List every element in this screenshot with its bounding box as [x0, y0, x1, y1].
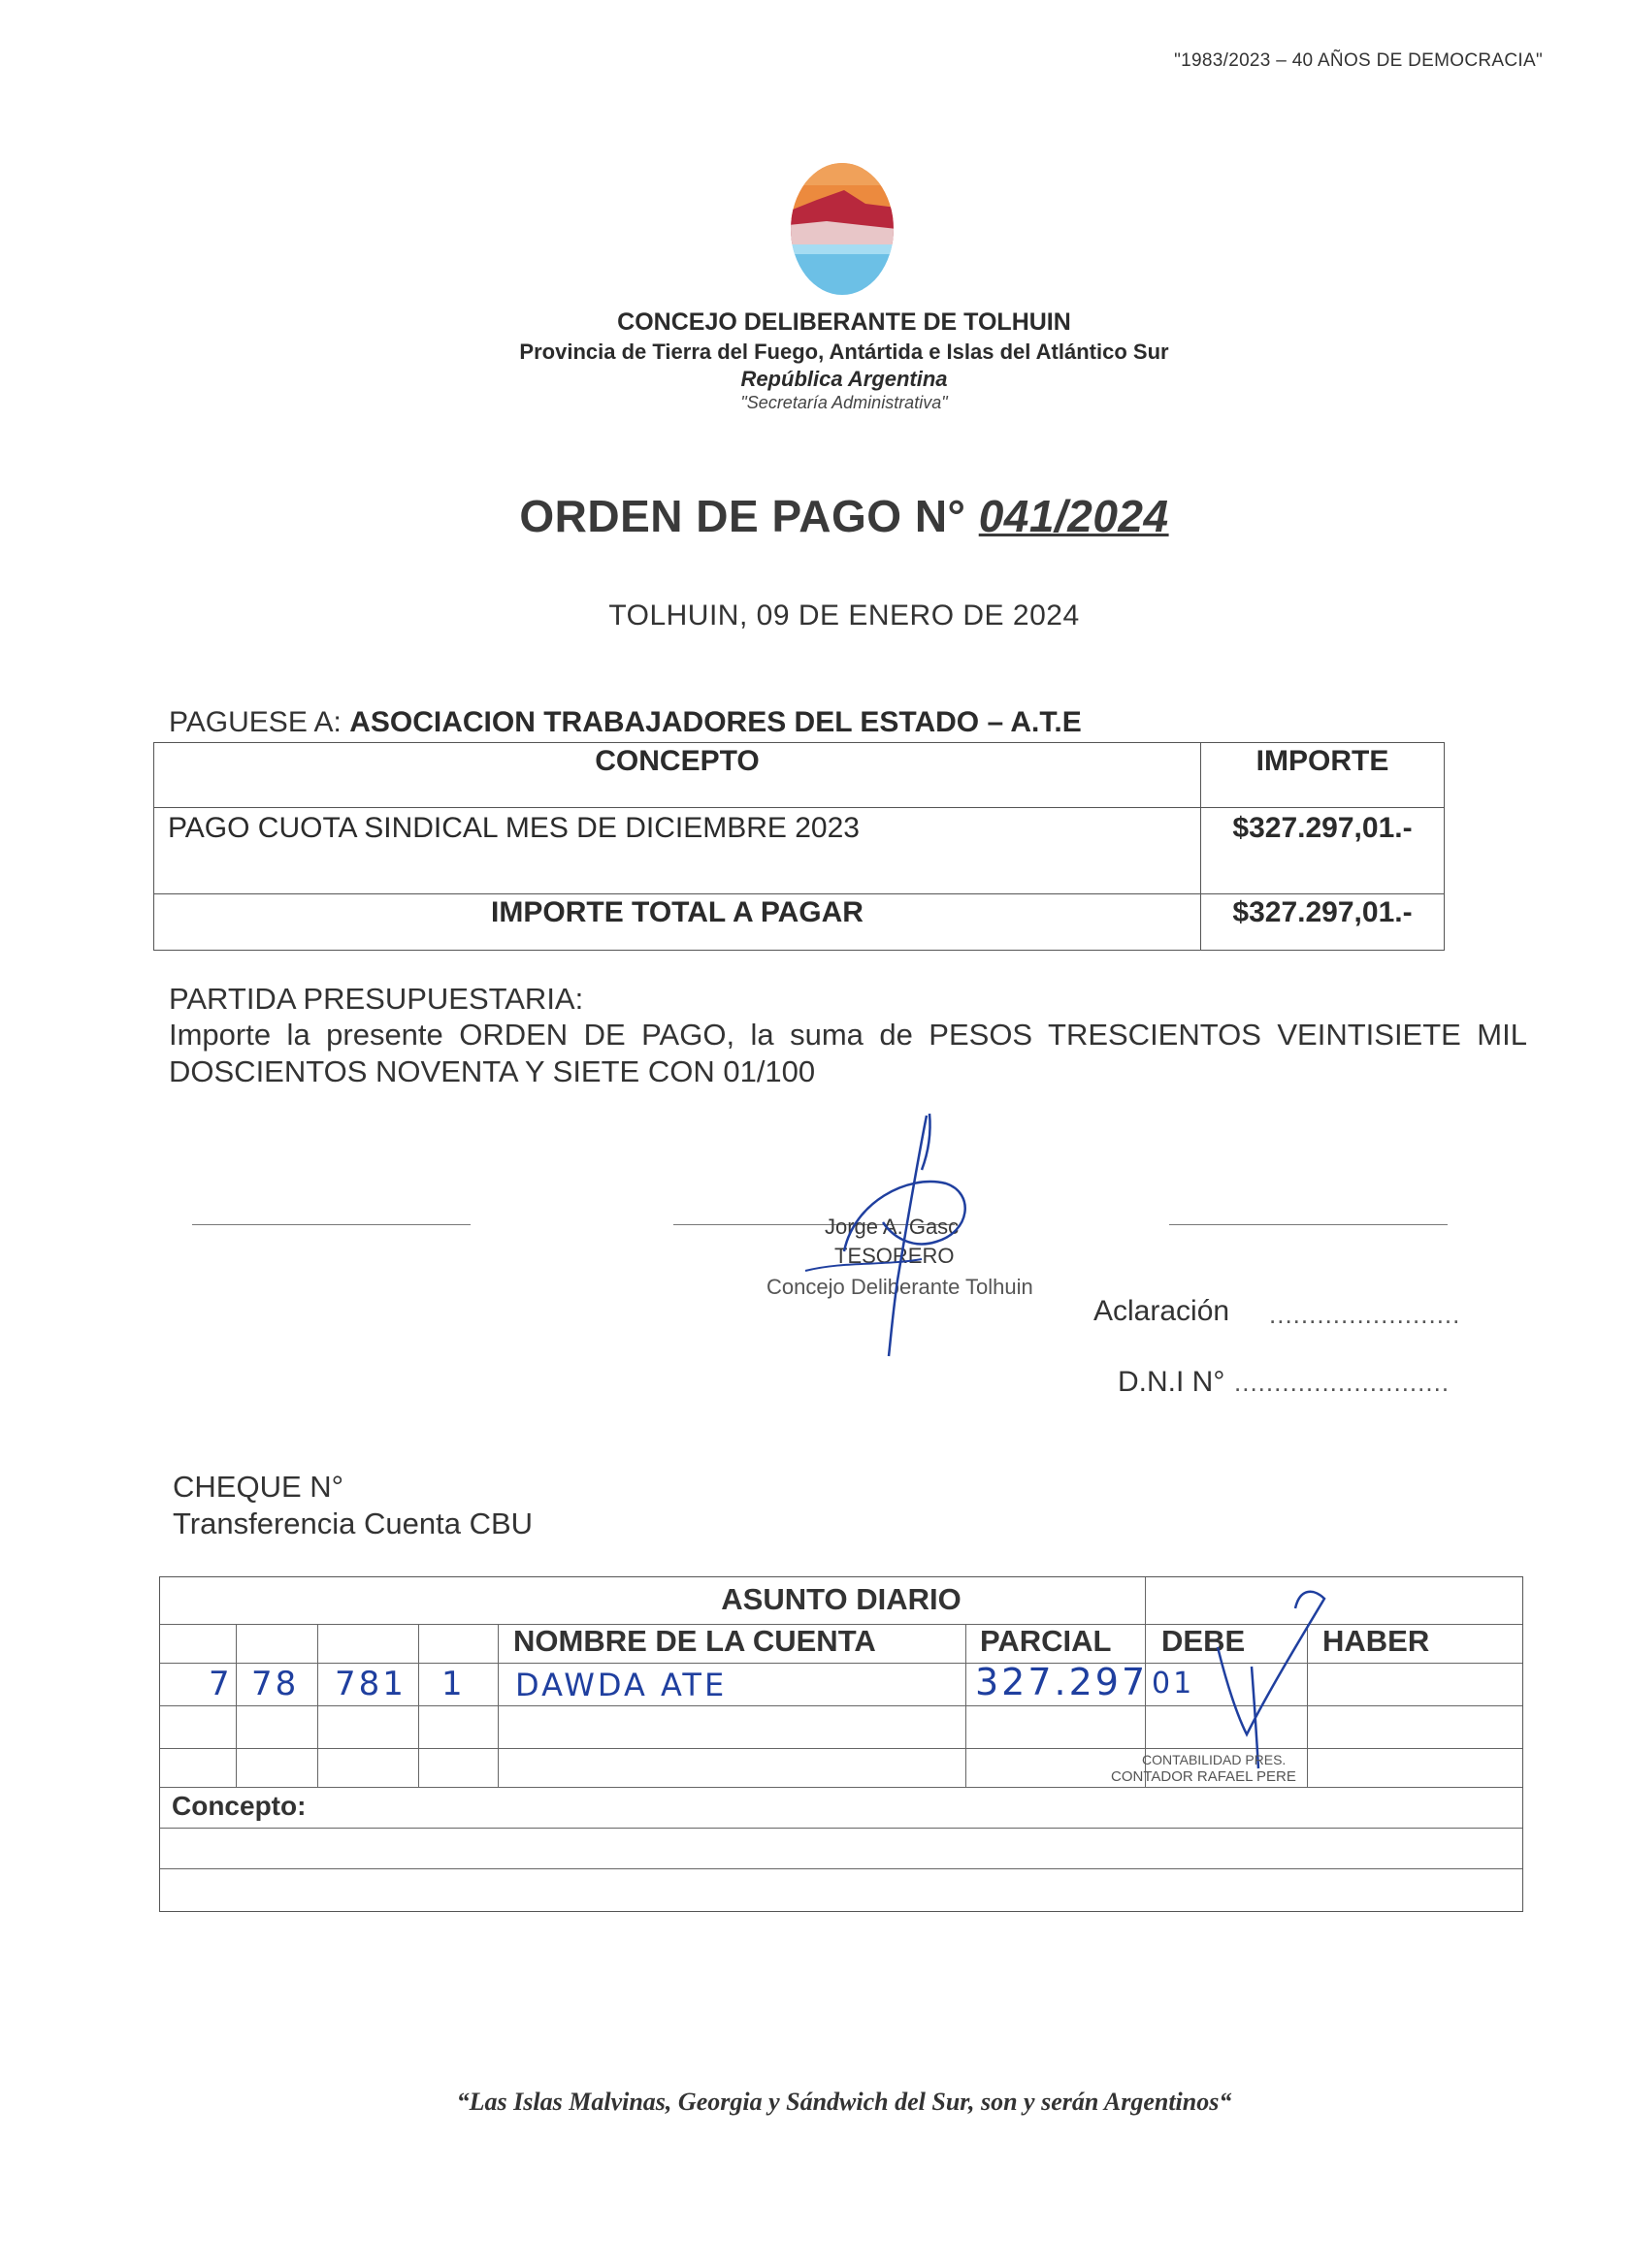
amount-column-header: IMPORTE: [1201, 743, 1445, 808]
handwritten-parcial: 327.297: [975, 1661, 1149, 1703]
payee-name: ASOCIACION TRABAJADORES DEL ESTADO – A.T.E: [349, 706, 1082, 738]
document-date: TOLHUIN, 09 DE ENERO DE 2024: [608, 599, 1080, 632]
accounting-stamp-line2: CONTADOR RAFAEL PERE: [1111, 1768, 1296, 1785]
transfer-label: Transferencia Cuenta CBU: [173, 1507, 534, 1540]
journal-col-divider: [236, 1624, 237, 1787]
handwritten-code-3: 781: [335, 1665, 407, 1703]
order-number: 041/2024: [978, 491, 1169, 541]
journal-title: ASUNTO DIARIO: [721, 1582, 962, 1616]
handwritten-code-1: 7: [209, 1665, 233, 1703]
amount-cell: $327.297,01.-: [1201, 808, 1445, 894]
journal-entry-table: [159, 1576, 1523, 1912]
dni-field: ...........................: [1234, 1368, 1451, 1397]
accounting-stamp-line1: CONTABILIDAD PRES.: [1142, 1752, 1287, 1767]
stamp-office: Concejo Deliberante Tolhuin: [766, 1275, 1033, 1299]
stamp-role: TESORERO: [834, 1244, 955, 1268]
concept-column-header: CONCEPTO: [154, 743, 1201, 808]
cheque-label: CHEQUE N°: [173, 1470, 344, 1504]
parcial-column-header: PARCIAL: [980, 1624, 1112, 1658]
debe-column-header: DEBE: [1161, 1624, 1246, 1658]
concept-table: [153, 742, 1445, 951]
journal-col-divider: [317, 1624, 318, 1787]
total-row: [154, 894, 1445, 951]
signature-line-left: [192, 1224, 471, 1225]
aclaracion-label: Aclaración: [1093, 1295, 1230, 1327]
document-title: [0, 490, 1630, 542]
institution-province: Provincia de Tierra del Fuego, Antártida e Islas del Atlántico Sur: [519, 340, 1169, 364]
institution-name: CONCEJO DELIBERANTE DE TOLHUIN: [617, 308, 1071, 336]
aclaracion-field: ........................: [1269, 1300, 1461, 1329]
dni-label: D.N.I N°: [1118, 1366, 1225, 1398]
institution-department: "Secretaría Administrativa": [740, 393, 948, 412]
journal-rule: [160, 1868, 1522, 1869]
total-amount: $327.297,01.-: [1201, 894, 1445, 951]
institution-logo: [788, 161, 896, 297]
institution-country: República Argentina: [740, 367, 948, 391]
payee-line: [169, 706, 1082, 739]
account-column-header: NOMBRE DE LA CUENTA: [513, 1624, 876, 1658]
table-row: [154, 808, 1445, 894]
haber-column-header: HABER: [1322, 1624, 1430, 1658]
journal-col-divider: [965, 1624, 966, 1787]
handwritten-code-2: 78: [251, 1665, 300, 1703]
concept-table-header: [154, 743, 1445, 808]
handwritten-debe: 01: [1152, 1667, 1195, 1701]
header-motto: "1983/2023 – 40 AÑOS DE DEMOCRACIA": [1174, 50, 1543, 71]
stamp-name: Jorge A. Gasc: [825, 1215, 960, 1239]
handwritten-account: DAWDA ATE: [515, 1667, 728, 1703]
handwritten-code-4: 1: [441, 1665, 466, 1703]
concept-cell: PAGO CUOTA SINDICAL MES DE DICIEMBRE 2023: [154, 808, 1201, 894]
budget-line-label: PARTIDA PRESUPUESTARIA:: [169, 982, 584, 1016]
handwritten-signature: [737, 1106, 1048, 1358]
footer-motto: “Las Islas Malvinas, Georgia y Sándwich del Sur, son y serán Argentinos“: [456, 2088, 1232, 2116]
total-label: IMPORTE TOTAL A PAGAR: [154, 894, 1201, 951]
payee-label: PAGUESE A:: [169, 706, 350, 738]
title-prefix: ORDEN DE PAGO N°: [519, 491, 979, 541]
journal-col-divider: [498, 1624, 499, 1787]
signature-line-right: [1169, 1224, 1448, 1225]
journal-rule: [160, 1828, 1522, 1829]
journal-rule: [160, 1787, 1522, 1788]
concepto-label: Concepto:: [172, 1791, 307, 1821]
amount-in-words: Importe la presente ORDEN DE PAGO, la suma de PESOS TRESCIENTOS VEINTISIETE MIL DOSCIENTOS NOVENTA Y SIETE CON 01/100: [169, 1018, 1527, 1088]
handwritten-initials: [1208, 1579, 1334, 1773]
journal-col-divider: [418, 1624, 419, 1787]
